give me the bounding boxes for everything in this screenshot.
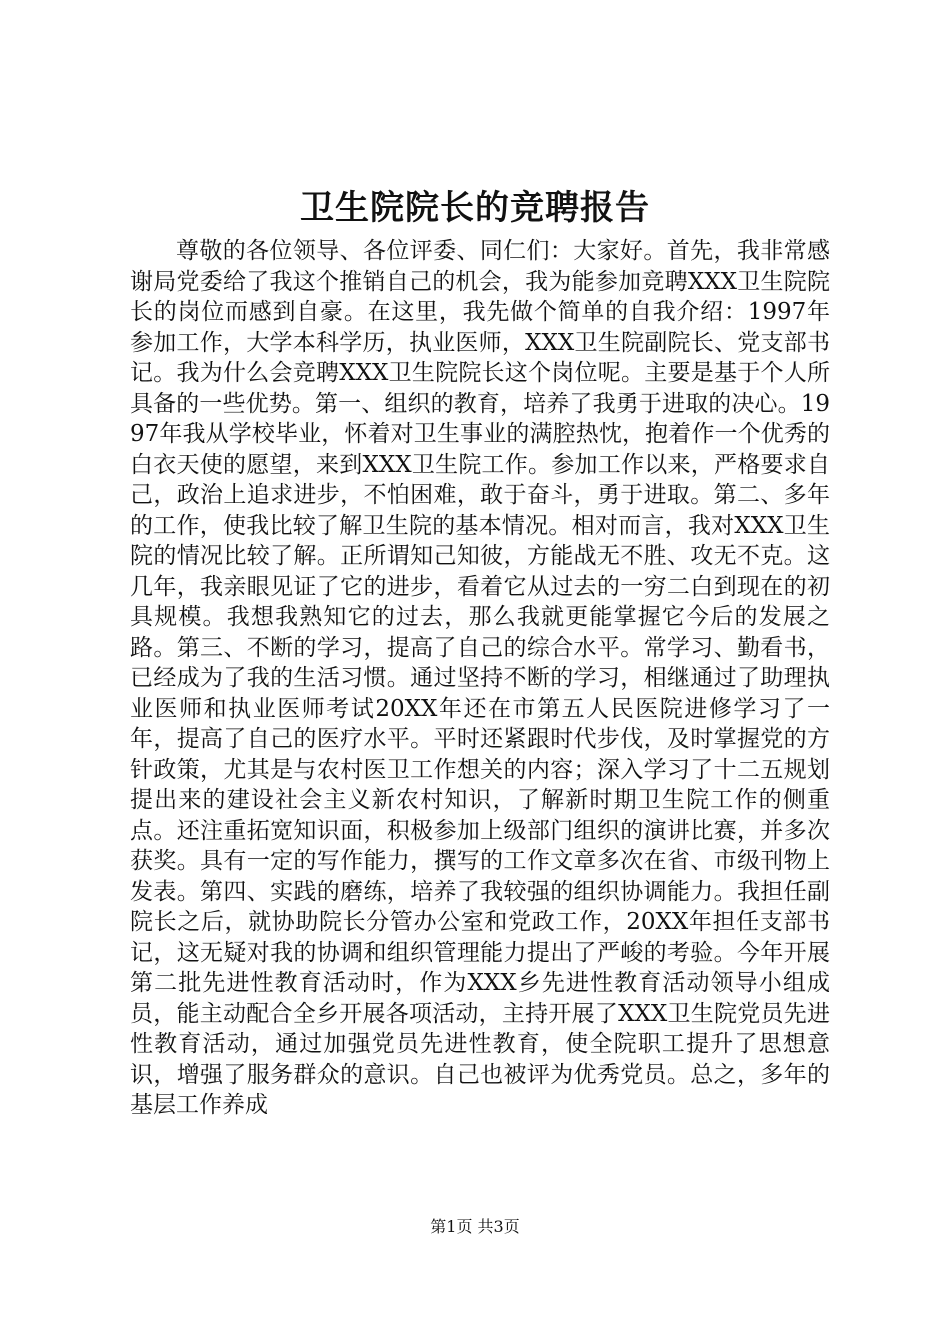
document-title: 卫生院院长的竞聘报告 bbox=[300, 188, 650, 228]
page-footer: 第1页 共3页 bbox=[430, 1217, 520, 1236]
document-body: 尊敬的各位领导、各位评委、同仁们：大家好。首先，我非常感谢局党委给了我这个推销自己的机会，我为能参加竞聘XXX卫生院院长的岗位而感到自豪。在这里，我先做个简单的自我介绍：1997年参加工作，大学本科学历，执业医师，XXX卫生院副院长、党支部书记。我为什么会竞聘XXX卫生院院长这个岗位呢。主要是基于个人所具备的一些优势。第一、组织的教育，培养了我勇于进取的决心。1997年我从学校毕业，怀着对卫生事业的满腔热忱，抱着作一个优秀的白衣天使的愿望，来到XXX卫生院工作。参加工作以来，严格要求自己，政治上追求进步，不怕困难，敢于奋斗，勇于进取。第二、多年的工作，使我比较了解卫生院的基本情况。相对而言，我对XXX卫生院的情况比较了解。正所谓知己知彼，方能战无不胜、攻无不克。这几年，我亲眼见证了它的进步，看着它从过去的一穷二白到现在的初具规模。我想我熟知它的过去，那么我就更能掌握它今后的发展之路。第三、不断的学习，提高了自己的综合水平。常学习、勤看书，已经成为了我的生活习惯。通过坚持不断的学习，相继通过了助理执业医师和执业医师考试20XX年还在市第五人民医院进修学习了一年，提高了自己的医疗水平。平时还紧跟时代步伐，及时掌握党的方针政策，尤其是与农村医卫工作想关的内容；深入学习了十二五规划提出来的建设社会主义新农村知识，了解新时期卫生院工作的侧重点。还注重拓宽知识面，积极参加上级部门组织的演讲比赛，并多次获奖。具有一定的写作能力，撰写的工作文章多次在省、市级刊物上发表。第四、实践的磨练，培养了我较强的组织协调能力。我担任副院长之后，就协助院长分管办公室和党政工作，20XX年担任支部书记，这无疑对我的协调和组织管理能力提出了严峻的考验。今年开展第二批先进性教育活动时，作为XXX乡先进性教育活动领导小组成员，能主动配合全乡开展各项活动，主持开展了XXX卫生院党员先进性教育活动，通过加强党员先进性教育，使全院职工提升了思想意识，增强了服务群众的意识。自己也被评为优秀党员。总之，多年的基层工作养成 bbox=[130, 238, 830, 1118]
